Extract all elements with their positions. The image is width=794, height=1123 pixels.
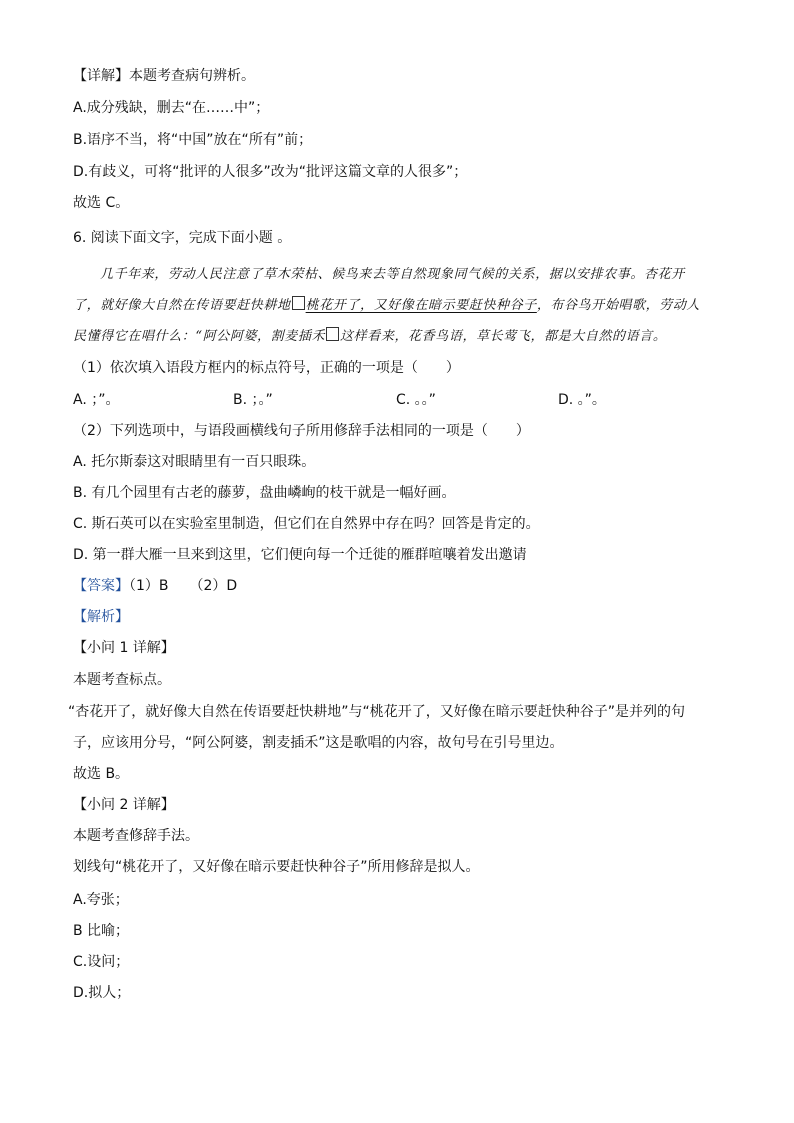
passage-line-3-pre: 民懂得它在唱什么：“阿公阿婆，割麦插禾 bbox=[73, 329, 326, 344]
sub2-option-d: D. 第一群大雁一旦来到这里，它们便向每一个迁徙的雁群喧嚷着发出邀请 bbox=[73, 547, 527, 563]
detail-intro: 本题考查病句辨析。 bbox=[129, 68, 255, 84]
passage-line-2-post: ，布谷鸟开始唱歌，劳动人 bbox=[536, 298, 701, 313]
small2-intro: 本题考查修辞手法。 bbox=[73, 828, 199, 844]
sub1-option-b: B. ；。” bbox=[233, 392, 273, 408]
q5-choice: 故选 C。 bbox=[73, 195, 130, 211]
sub2-option-a: A. 托尔斯泰这对眼睛里有一百只眼珠。 bbox=[73, 454, 316, 470]
q5-detail-b: B.语序不当，将“中国”放在“所有”前； bbox=[73, 132, 313, 148]
small1-tag: 【小问 1 详解】 bbox=[73, 640, 175, 656]
passage-line-1: 几千年来，劳动人民注意了草木荣枯、候鸟来去等自然现象同气候的关系，据以安排农事。杏花开 bbox=[100, 267, 685, 282]
small2-item-a: A.夸张； bbox=[73, 892, 129, 908]
small1-choice: 故选 B。 bbox=[73, 766, 130, 782]
answer-line bbox=[73, 576, 237, 596]
small2-tag: 【小问 2 详解】 bbox=[73, 797, 175, 813]
sub2-stem: （2）下列选项中，与语段画横线句子所用修辞手法相同的一项是（ ） bbox=[73, 423, 530, 439]
small2-line-1: 划线句“桃花开了，又好像在暗示要赶快种谷子”所用修辞是拟人。 bbox=[73, 859, 480, 875]
sub1-stem: （1）依次填入语段方框内的标点符号，正确的一项是（ ） bbox=[73, 360, 460, 376]
analysis-tag: 【解析】 bbox=[73, 609, 129, 625]
q6-stem: 6. 阅读下面文字，完成下面小题 。 bbox=[73, 230, 292, 246]
q5-detail-a: A.成分残缺，删去“在……中”； bbox=[73, 100, 270, 116]
sub1-option-a: A. ；”。 bbox=[73, 392, 120, 408]
small1-line-1: “杏花开了，就好像大自然在传语要赶快耕地”与“桃花开了，又好像在暗示要赶快种谷子”是并列的句 bbox=[68, 704, 686, 720]
detail-tag: 【详解】 bbox=[73, 68, 129, 84]
underlined-sentence: 桃花开了，又好像在暗示要赶快种谷子 bbox=[305, 298, 537, 313]
sub1-option-d: D. 。”。 bbox=[558, 392, 606, 408]
q5-detail-line bbox=[73, 66, 255, 86]
passage-line-2-pre: 了，就好像大自然在传语要赶快耕地 bbox=[73, 298, 291, 313]
small2-item-c: C.设问； bbox=[73, 954, 130, 970]
small2-item-d: D.拟人； bbox=[73, 985, 131, 1001]
answer-tag: 【答案】 bbox=[73, 578, 129, 594]
blank-box-1 bbox=[292, 296, 305, 310]
blank-box-2 bbox=[326, 327, 339, 341]
small1-line-2: 子，应该用分号，“阿公阿婆，割麦插禾”这是歌唱的内容，故句号在引号里边。 bbox=[73, 735, 564, 751]
sub1-option-c: C. 。。” bbox=[396, 392, 436, 408]
q5-detail-d: D.有歧义，可将“批评的人很多”改为“批评这篇文章的人很多”； bbox=[73, 164, 468, 180]
passage-line-3-post: 这样看来，花香鸟语，草长莺飞，都是大自然的语言。 bbox=[340, 329, 667, 344]
sub2-option-c: C. 斯石英可以在实验室里制造，但它们在自然界中存在吗？回答是肯定的。 bbox=[73, 516, 540, 532]
small1-intro: 本题考查标点。 bbox=[73, 672, 171, 688]
passage-line-2 bbox=[73, 296, 700, 316]
small2-item-b: B 比喻； bbox=[73, 923, 130, 939]
passage-line-3 bbox=[73, 327, 666, 347]
sub2-option-b: B. 有几个园里有古老的藤萝，盘曲嶙峋的枝干就是一幅好画。 bbox=[73, 485, 456, 501]
answer-text: （1）B （2）D bbox=[129, 578, 238, 594]
